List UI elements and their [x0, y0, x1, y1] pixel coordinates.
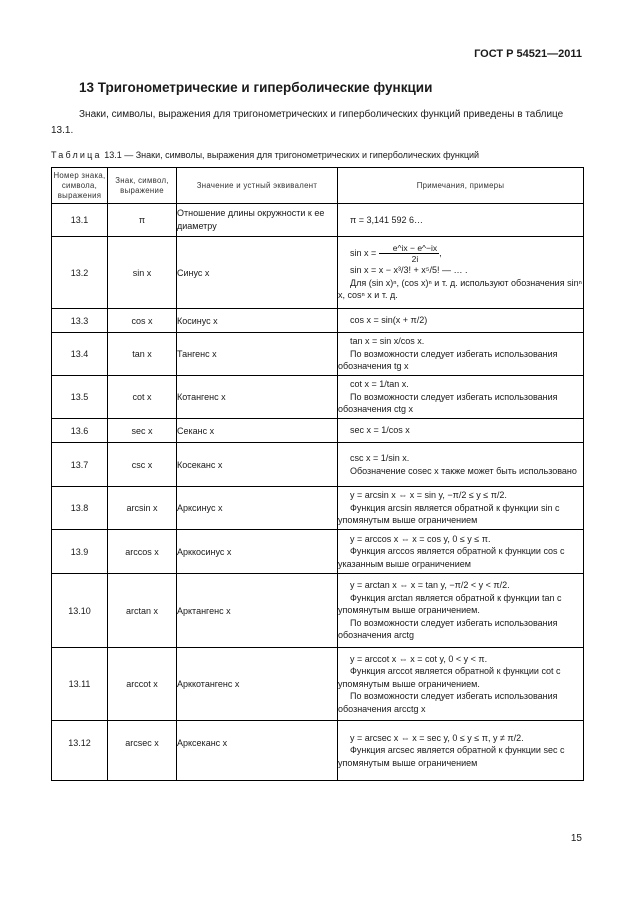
row-number: 13.10 [52, 574, 108, 648]
row-symbol: sin x [108, 237, 177, 309]
note-line: csc x = 1/sin x. [350, 453, 410, 464]
note-line: Функция arcsec является обратной к функции sec с упомянутым выше ограничением [338, 745, 565, 768]
functions-table [51, 167, 584, 781]
document-code: ГОСТ Р 54521—2011 [474, 48, 582, 60]
table-row [52, 648, 584, 721]
table-row [52, 376, 584, 419]
header-notes: Примечания, примеры [338, 168, 584, 204]
note-line: По возможности следует избегать использования обозначения arcctg x [338, 691, 558, 714]
note-line: y = arccot x ⇔ x = cot y, 0 < y < π. [350, 653, 488, 664]
formula-lhs: sin x = [350, 248, 377, 259]
row-notes [338, 237, 584, 309]
note-line: Функция arccot является обратной к функции cot с упомянутым выше ограничением. [338, 666, 561, 689]
row-meaning: Косеканс x [177, 443, 338, 487]
table-header-row [52, 168, 584, 204]
row-number: 13.7 [52, 443, 108, 487]
row-notes [338, 574, 584, 648]
note-line: По возможности следует избегать использования обозначения tg x [338, 348, 558, 372]
row-meaning: Арксинус x [177, 487, 338, 530]
note-line: y = arctan x ⇔ x = tan y, −π/2 < y < π/2. [350, 580, 510, 591]
row-number: 13.12 [52, 721, 108, 781]
note-line: π = 3,141 592 6… [350, 214, 424, 225]
row-meaning: Арксеканс x [177, 721, 338, 781]
row-number: 13.4 [52, 333, 108, 376]
table-row [52, 487, 584, 530]
row-symbol: csc x [108, 443, 177, 487]
row-notes [338, 376, 584, 419]
note-line: По возможности следует избегать использования обозначения ctg x [338, 391, 558, 415]
table-caption-label: Таблица [51, 150, 102, 160]
note-line: sec x = 1/cos x [350, 425, 410, 436]
table-row [52, 204, 584, 237]
table-row [52, 721, 584, 781]
row-number: 13.3 [52, 309, 108, 333]
row-notes [338, 309, 584, 333]
row-meaning: Косинус x [177, 309, 338, 333]
note-line: cos x = sin(x + π/2) [350, 315, 428, 326]
formula-numerator: e^ix − e^−ix [379, 243, 439, 254]
row-notes [338, 204, 584, 237]
row-meaning: Котангенс x [177, 376, 338, 419]
note-line: cot x = 1/tan x. [350, 379, 409, 390]
row-symbol: π [108, 204, 177, 237]
header-number: Номер знака, символа, выражения [52, 168, 108, 204]
row-symbol: sec x [108, 419, 177, 443]
table-row [52, 443, 584, 487]
row-number: 13.5 [52, 376, 108, 419]
note-line: y = arccos x ⇔ x = cos y, 0 ≤ y ≤ π. [350, 533, 491, 544]
formula-denominator: 2i [411, 254, 419, 265]
header-symbol: Знак, символ, выражение [108, 168, 177, 204]
table-row [52, 419, 584, 443]
table-row [52, 309, 584, 333]
note-line: Для (sin x)ⁿ, (cos x)ⁿ и т. д. используют обозначения sinⁿ x, cosⁿ x и т. д. [338, 277, 582, 301]
page-number: 15 [570, 833, 582, 844]
table-row [52, 333, 584, 376]
row-symbol: tan x [108, 333, 177, 376]
row-number: 13.9 [52, 530, 108, 574]
table-row [52, 237, 584, 309]
table-caption-text: 13.1 — Знаки, символы, выражения для тригонометрических и гиперболических функций [104, 150, 480, 160]
row-meaning: Арктангенс x [177, 574, 338, 648]
row-symbol: arcsin x [108, 487, 177, 530]
row-symbol: arccot x [108, 648, 177, 721]
row-number: 13.8 [52, 487, 108, 530]
row-meaning: Отношение длины окружности к ее диаметру [177, 204, 338, 237]
row-number: 13.1 [52, 204, 108, 237]
formula-line [338, 243, 583, 264]
row-meaning: Арккосинус x [177, 530, 338, 574]
header-meaning: Значение и устный эквивалент [177, 168, 338, 204]
row-meaning: Секанс x [177, 419, 338, 443]
row-notes [338, 487, 584, 530]
note-line: y = arcsec x ⇔ x = sec y, 0 ≤ y ≤ π, y ≠ π/2. [350, 732, 524, 743]
row-notes [338, 648, 584, 721]
row-notes [338, 419, 584, 443]
note-line: Функция arccos является обратной к функции cos с указанным выше ограничением [338, 546, 565, 569]
row-meaning: Синус x [177, 237, 338, 309]
table-caption [51, 150, 479, 160]
note-line: sin x = x − x³/3! + x⁵/5! — … . [350, 265, 468, 276]
formula-tail: , [439, 248, 442, 259]
intro-paragraph: Знаки, символы, выражения для тригонометрических и гиперболических функций приведены в таблице 13.1. [51, 109, 564, 136]
row-number: 13.6 [52, 419, 108, 443]
row-notes [338, 333, 584, 376]
row-notes [338, 530, 584, 574]
table-row [52, 530, 584, 574]
row-notes [338, 721, 584, 781]
formula-fraction [379, 243, 439, 264]
row-symbol: cot x [108, 376, 177, 419]
note-line: Функция arcsin является обратной к функции sin с упомянутым выше ограничением [338, 502, 560, 526]
row-symbol: arctan x [108, 574, 177, 648]
note-line: y = arcsin x ⇔ x = sin y, −π/2 ≤ y ≤ π/2. [350, 490, 507, 501]
row-notes [338, 443, 584, 487]
row-meaning: Тангенс x [177, 333, 338, 376]
row-number: 13.2 [52, 237, 108, 309]
row-symbol: cos x [108, 309, 177, 333]
row-meaning: Арккотангенс x [177, 648, 338, 721]
note-line: tan x = sin x/cos x. [350, 336, 425, 347]
table-row [52, 574, 584, 648]
row-symbol: arcsec x [108, 721, 177, 781]
note-line: Обозначение cosec x также может быть использовано [350, 465, 577, 476]
row-number: 13.11 [52, 648, 108, 721]
section-title: 13 Тригонометрические и гиперболические функции [79, 80, 433, 95]
note-line: По возможности следует избегать использования обозначения arctg [338, 617, 558, 641]
row-symbol: arccos x [108, 530, 177, 574]
note-line: Функция arctan является обратной к функции tan с упомянутым выше ограничением. [338, 592, 562, 616]
